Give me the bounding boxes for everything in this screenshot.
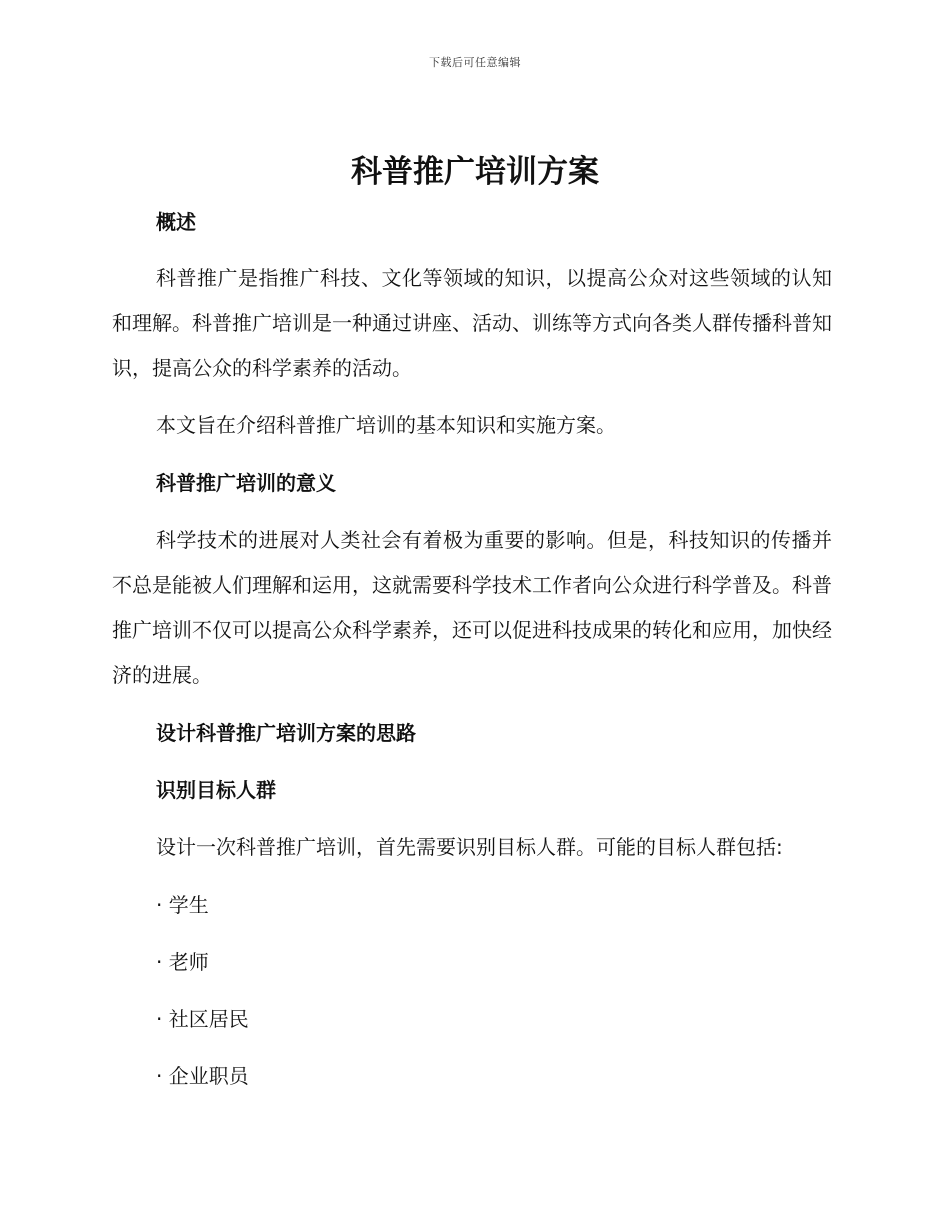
list-item-students: · 学生 — [156, 893, 209, 917]
page-header-note: 下载后可任意编辑 — [429, 56, 521, 69]
heading-meaning: 科普推广培训的意义 — [156, 471, 336, 495]
heading-design-approach: 设计科普推广培训方案的思路 — [156, 721, 416, 745]
paragraph-target-1: 设计一次科普推广培训，首先需要识别目标人群。可能的目标人群包括: — [156, 835, 783, 859]
list-item-teachers: · 老师 — [156, 950, 209, 974]
list-item-community-residents: · 社区居民 — [156, 1007, 249, 1031]
paragraph-overview-2: 本文旨在介绍科普推广培训的基本知识和实施方案。 — [156, 413, 616, 437]
list-item-company-employees: · 企业职员 — [156, 1064, 249, 1088]
paragraph-meaning-1: 科学技术的进展对人类社会有着极为重要的影响。但是，科技知识的传播并不总是能被人们理解和运用，这就需要科学技术工作者向公众进行科学普及。科普推广培训不仅可以提高公众科学素养，还可以促进科技成果的转化和应用，加快经济的进展。 — [112, 528, 832, 687]
document-title: 科普推广培训方案 — [351, 154, 599, 190]
paragraph-overview-1: 科普推广是指推广科技、文化等领域的知识，以提高公众对这些领域的认知和理解。科普推广培训是一种通过讲座、活动、训练等方式向各类人群传播科普知识，提高公众的科学素养的活动。 — [112, 266, 832, 380]
heading-overview: 概述 — [156, 210, 196, 234]
heading-identify-target: 识别目标人群 — [156, 778, 276, 802]
